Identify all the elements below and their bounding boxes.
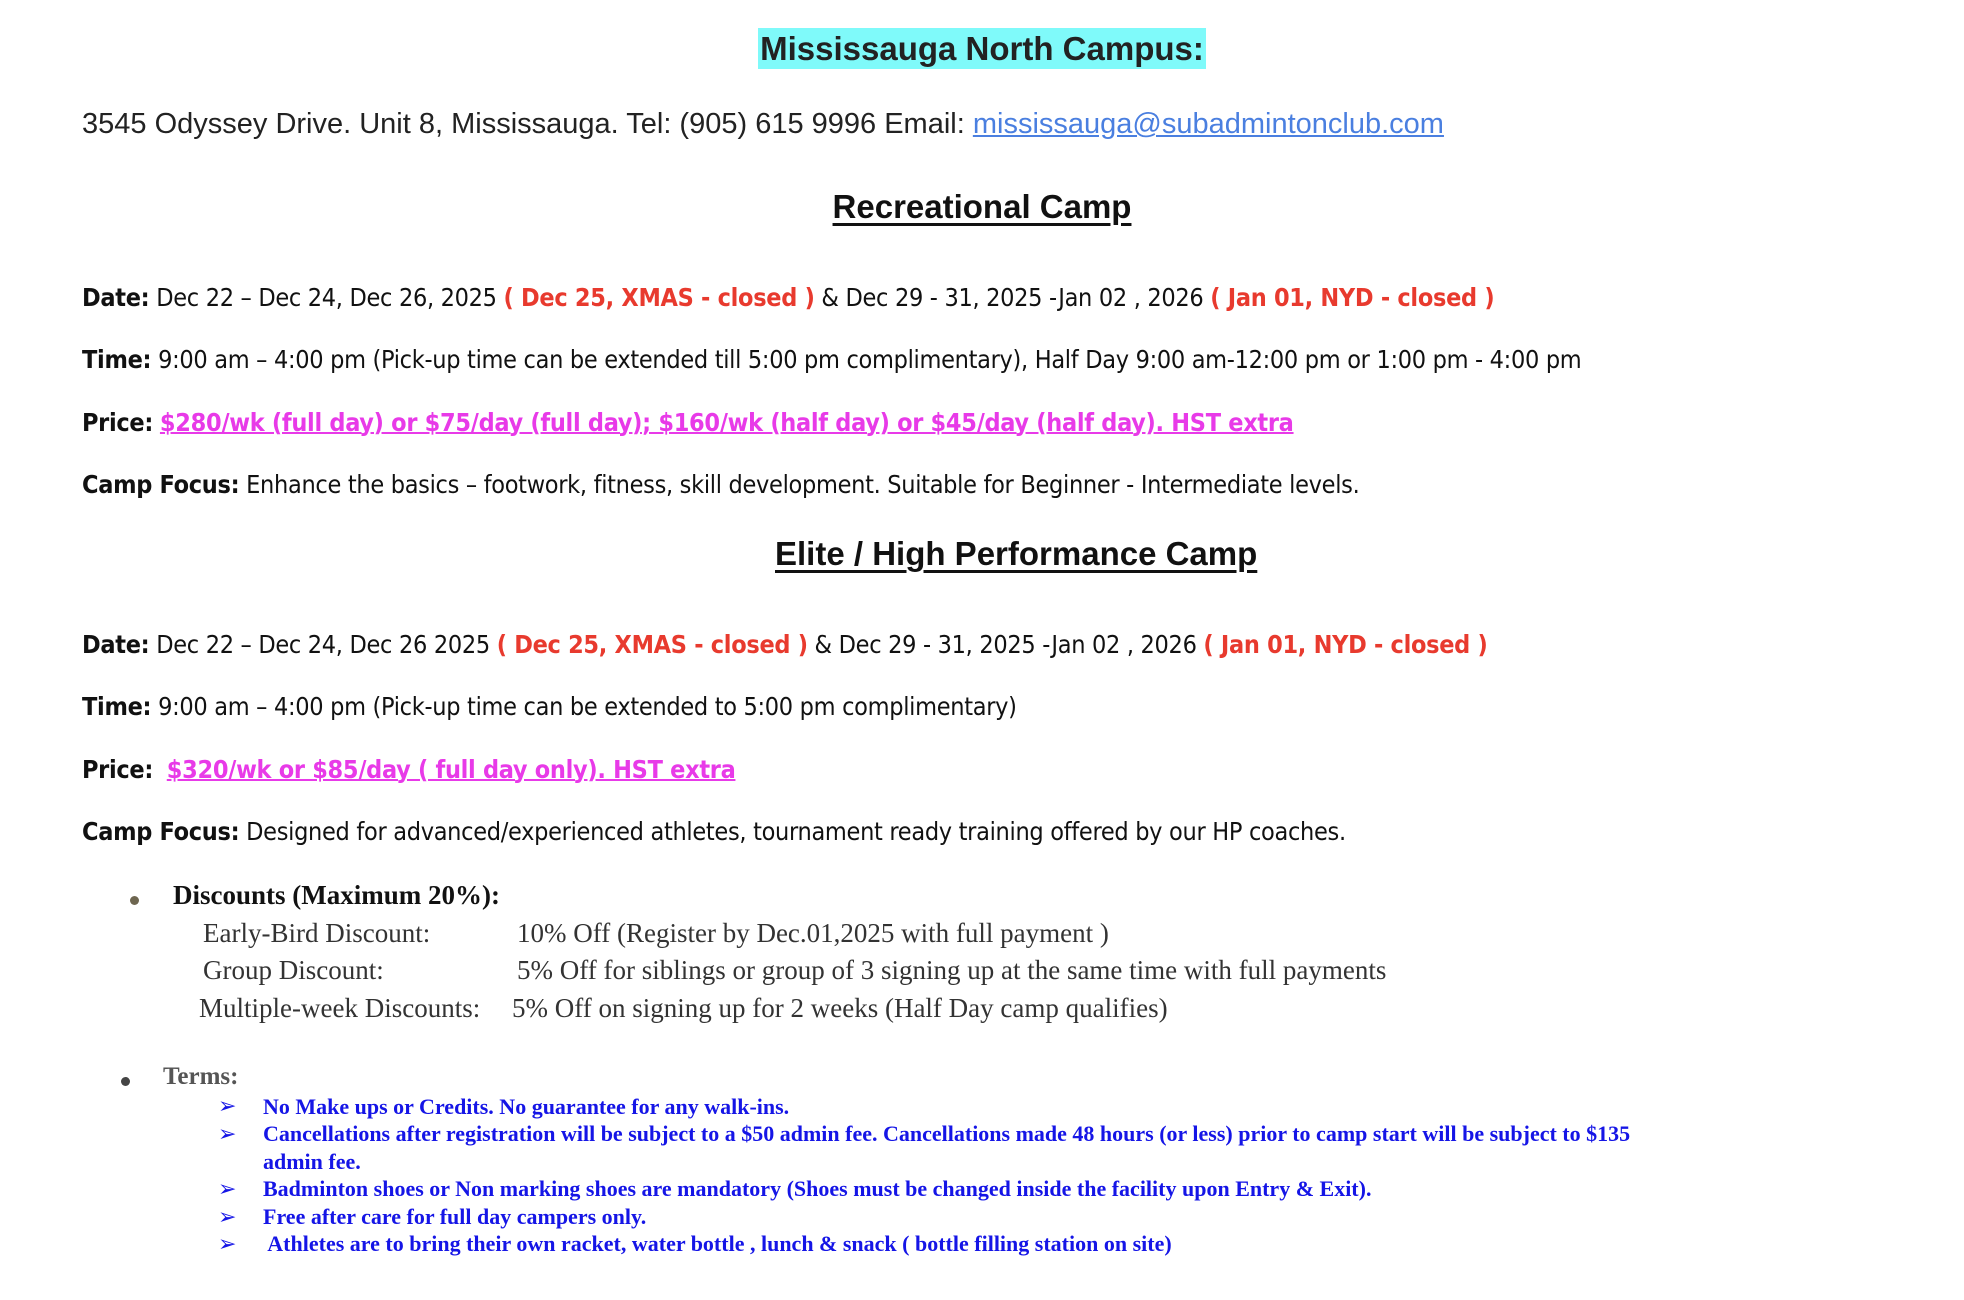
elite-date: Date: Dec 22 – Dec 24, Dec 26 2025 ( Dec 25, XMAS - closed ) & Dec 29 - 31, 2025 -Jan 02 , 2026 ( Jan 01, NYD - closed ) (82, 630, 1488, 659)
address-line (82, 108, 1444, 141)
term-item: Athletes are to bring their own racket, water bottle , lunch & snack ( bottle filling station on site) (263, 1231, 1172, 1256)
discount-label: Multiple-week Discounts: (199, 993, 481, 1023)
arrow-bullet-icon: ➢ (218, 1121, 237, 1146)
campus-title: Mississauga North Campus: (760, 30, 1204, 67)
discounts-heading: Discounts (Maximum 20%): (173, 880, 500, 910)
elite-price: Price: $320/wk or $85/day ( full day only). HST extra (82, 755, 736, 784)
elite-focus: Camp Focus: Designed for advanced/experienced athletes, tournament ready training offered by our HP coaches. (82, 817, 1346, 846)
email-link[interactable]: mississauga@subadmintonclub.com (972, 108, 1444, 140)
discount-value: 10% Off (Register by Dec.01,2025 with full payment ) (517, 918, 1109, 948)
discount-value: 5% Off on signing up for 2 weeks (Half Day camp qualifies) (512, 993, 1168, 1023)
arrow-bullet-icon: ➢ (218, 1204, 237, 1229)
elite-time: Time: 9:00 am – 4:00 pm (Pick-up time can be extended to 5:00 pm complimentary) (82, 692, 1017, 721)
recreational-focus: Camp Focus: Enhance the basics – footwork, fitness, skill development. Suitable for Beginner - Intermediate levels. (82, 470, 1360, 499)
recreational-time: Time: 9:00 am – 4:00 pm (Pick-up time can be extended till 5:00 pm complimentary), Half Day 9:00 am-12:00 pm or 1:00 pm - 4:00 pm (82, 345, 1582, 374)
term-item: Free after care for full day campers only. (263, 1204, 647, 1229)
term-item: Cancellations after registration will be subject to a $50 admin fee. Cancellations made 48 hours (or less) prior to camp start will be subject to $135 (263, 1121, 1631, 1146)
term-item: No Make ups or Credits. No guarantee for any walk-ins. (263, 1094, 790, 1119)
discount-label: Group Discount: (203, 955, 384, 985)
recreational-price-link[interactable]: $280/wk (full day) or $75/day (full day); $160/wk (half day) or $45/day (half day). HST extra (159, 408, 1294, 437)
bullet-icon (130, 896, 139, 905)
arrow-bullet-icon: ➢ (218, 1093, 237, 1118)
discount-label: Early-Bird Discount: (203, 918, 431, 948)
recreational-heading: Recreational Camp (832, 188, 1132, 225)
term-item-continued: admin fee. (263, 1149, 361, 1174)
address-text: 3545 Odyssey Drive. Unit 8, Mississauga. Tel: (905) 615 9996 Email: (82, 108, 973, 140)
recreational-price: Price: $280/wk (full day) or $75/day (full day); $160/wk (half day) or $45/day (half day). HST extra (82, 408, 1294, 437)
term-item: Badminton shoes or Non marking shoes are mandatory (Shoes must be changed inside the facility upon Entry & Exit). (263, 1176, 1372, 1201)
terms-heading: Terms: (163, 1063, 239, 1090)
discount-value: 5% Off for siblings or group of 3 signing up at the same time with full payments (517, 955, 1387, 985)
elite-price-link[interactable]: $320/wk or $85/day ( full day only). HST extra (166, 755, 736, 784)
recreational-date: Date: Dec 22 – Dec 24, Dec 26, 2025 ( Dec 25, XMAS - closed ) & Dec 29 - 31, 2025 -Jan 02 , 2026 ( Jan 01, NYD - closed ) (82, 283, 1495, 312)
bullet-icon (121, 1077, 130, 1086)
elite-heading: Elite / High Performance Camp (775, 535, 1258, 572)
arrow-bullet-icon: ➢ (218, 1176, 237, 1201)
arrow-bullet-icon: ➢ (218, 1231, 237, 1256)
